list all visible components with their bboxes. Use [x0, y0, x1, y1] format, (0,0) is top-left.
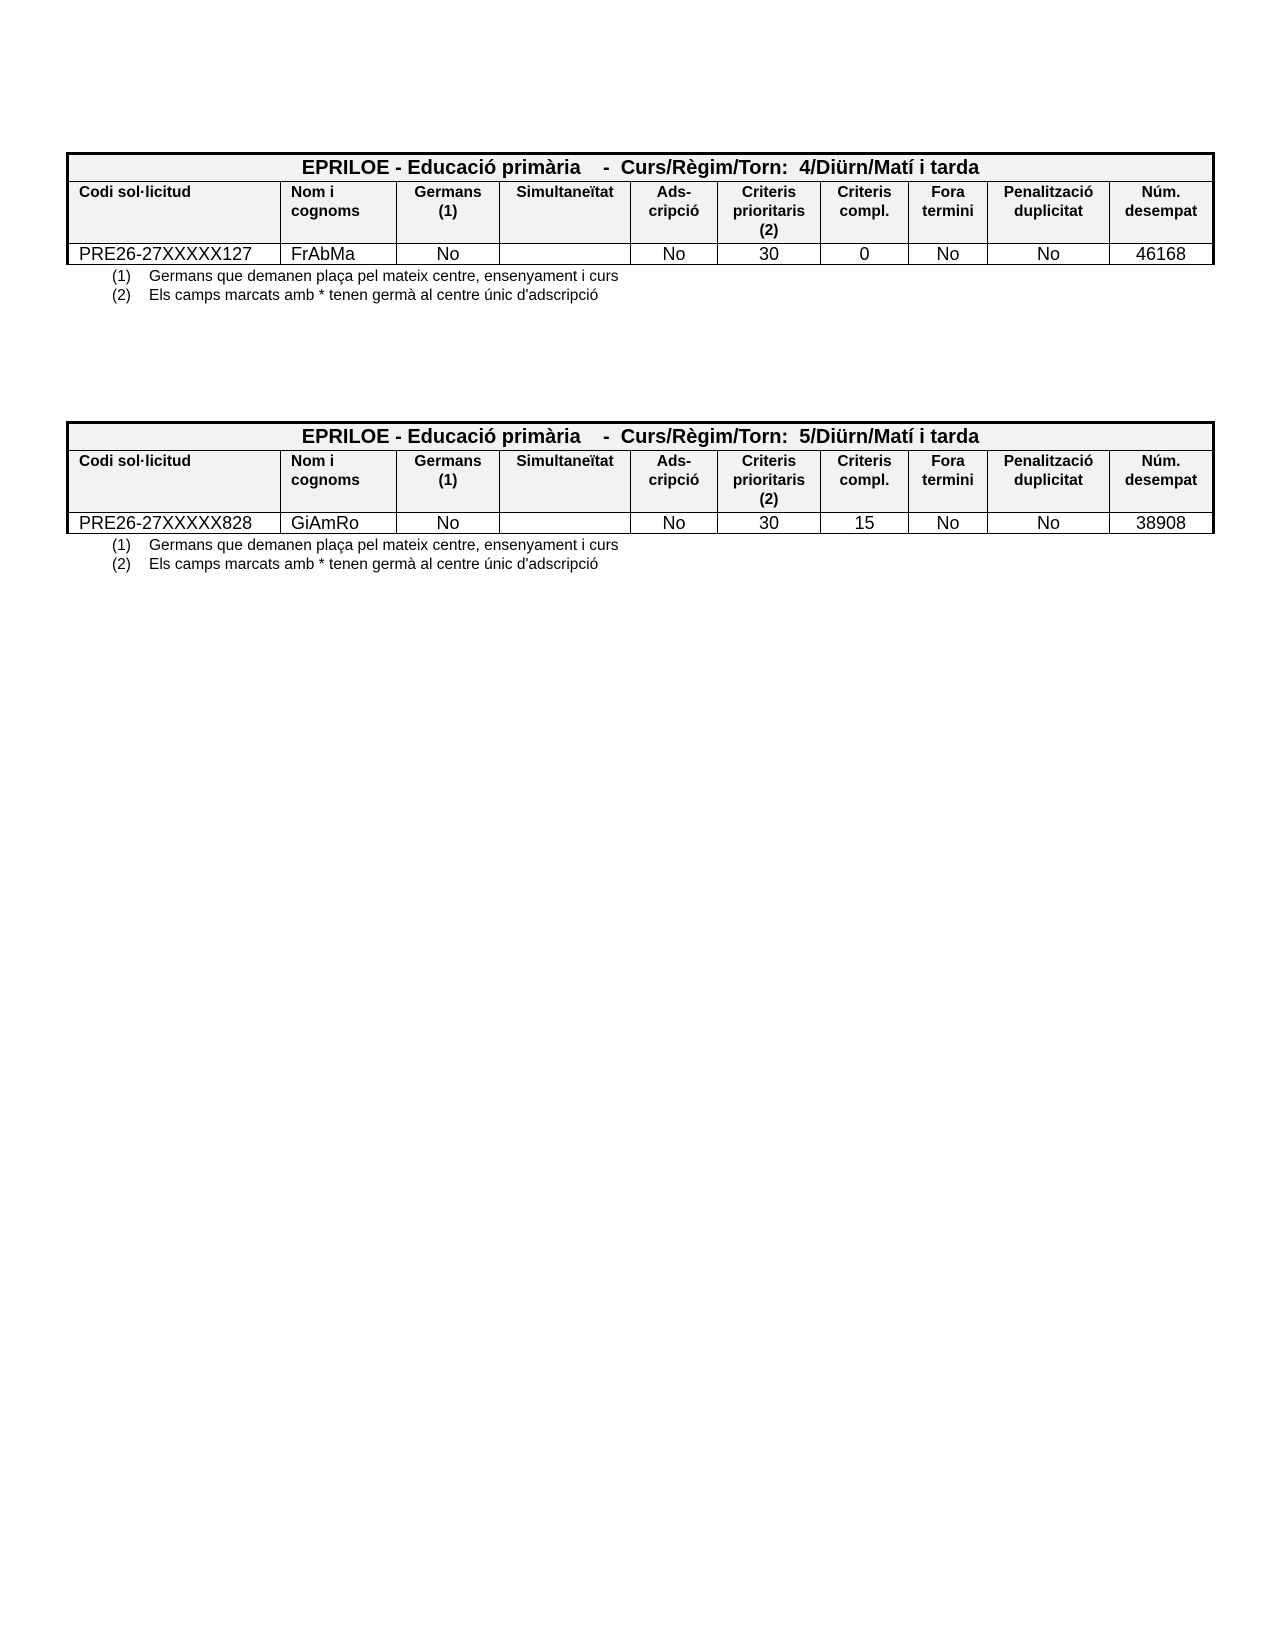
admission-section-1 — [66, 152, 1212, 305]
header-nom: Nom i cognoms — [281, 451, 397, 513]
cell-penalitzacio: No — [988, 244, 1110, 265]
header-germans: Germans (1) — [397, 451, 500, 513]
cell-criteris-compl: 0 — [821, 244, 909, 265]
table-title: EPRILOE - Educació primària - Curs/Règim/Torn: 5/Diürn/Matí i tarda — [68, 423, 1214, 451]
cell-germans: No — [397, 244, 500, 265]
header-num-desempat: Núm. desempat — [1110, 451, 1214, 513]
table-title: EPRILOE - Educació primària - Curs/Règim/Torn: 4/Diürn/Matí i tarda — [68, 154, 1214, 182]
header-germans: Germans (1) — [397, 182, 500, 244]
cell-fora-termini: No — [909, 244, 988, 265]
header-criteris-prioritaris: Criteris prioritaris (2) — [718, 182, 821, 244]
footnote-1: (1) Germans que demanen plaça pel mateix centre, ensenyament i curs — [112, 537, 619, 554]
header-codi: Codi sol·licitud — [68, 182, 281, 244]
header-criteris-compl: Criteris compl. — [821, 451, 909, 513]
header-penalitzacio: Penalització duplicitat — [988, 182, 1110, 244]
cell-codi: PRE26-27XXXXX828 — [68, 513, 281, 534]
cell-adscripcio: No — [631, 513, 718, 534]
cell-nom: FrAbMa — [281, 244, 397, 265]
footnotes — [66, 267, 1212, 305]
footnote-2: (2) Els camps marcats amb * tenen germà al centre únic d'adscripció — [112, 556, 599, 573]
admission-table-2 — [66, 421, 1215, 534]
header-fora-termini: Fora termini — [909, 451, 988, 513]
header-codi: Codi sol·licitud — [68, 451, 281, 513]
admission-table-1 — [66, 152, 1215, 265]
cell-simultaneitat — [500, 244, 631, 265]
cell-criteris-prioritaris: 30 — [718, 244, 821, 265]
footnote-2: (2) Els camps marcats amb * tenen germà al centre únic d'adscripció — [112, 287, 599, 304]
cell-num-desempat: 46168 — [1110, 244, 1214, 265]
header-penalitzacio: Penalització duplicitat — [988, 451, 1110, 513]
header-criteris-compl: Criteris compl. — [821, 182, 909, 244]
cell-codi: PRE26-27XXXXX127 — [68, 244, 281, 265]
cell-criteris-prioritaris: 30 — [718, 513, 821, 534]
cell-nom: GiAmRo — [281, 513, 397, 534]
header-adscripcio: Ads- cripció — [631, 182, 718, 244]
cell-penalitzacio: No — [988, 513, 1110, 534]
cell-adscripcio: No — [631, 244, 718, 265]
table-row — [68, 244, 1214, 265]
header-simultaneitat: Simultaneïtat — [500, 451, 631, 513]
cell-fora-termini: No — [909, 513, 988, 534]
header-adscripcio: Ads- cripció — [631, 451, 718, 513]
header-nom: Nom i cognoms — [281, 182, 397, 244]
footnote-1: (1) Germans que demanen plaça pel mateix centre, ensenyament i curs — [112, 268, 619, 285]
header-fora-termini: Fora termini — [909, 182, 988, 244]
header-simultaneitat: Simultaneïtat — [500, 182, 631, 244]
footnotes — [66, 536, 1212, 574]
cell-simultaneitat — [500, 513, 631, 534]
table-row — [68, 513, 1214, 534]
cell-criteris-compl: 15 — [821, 513, 909, 534]
admission-section-2 — [66, 421, 1212, 574]
header-num-desempat: Núm. desempat — [1110, 182, 1214, 244]
cell-num-desempat: 38908 — [1110, 513, 1214, 534]
header-criteris-prioritaris: Criteris prioritaris (2) — [718, 451, 821, 513]
cell-germans: No — [397, 513, 500, 534]
